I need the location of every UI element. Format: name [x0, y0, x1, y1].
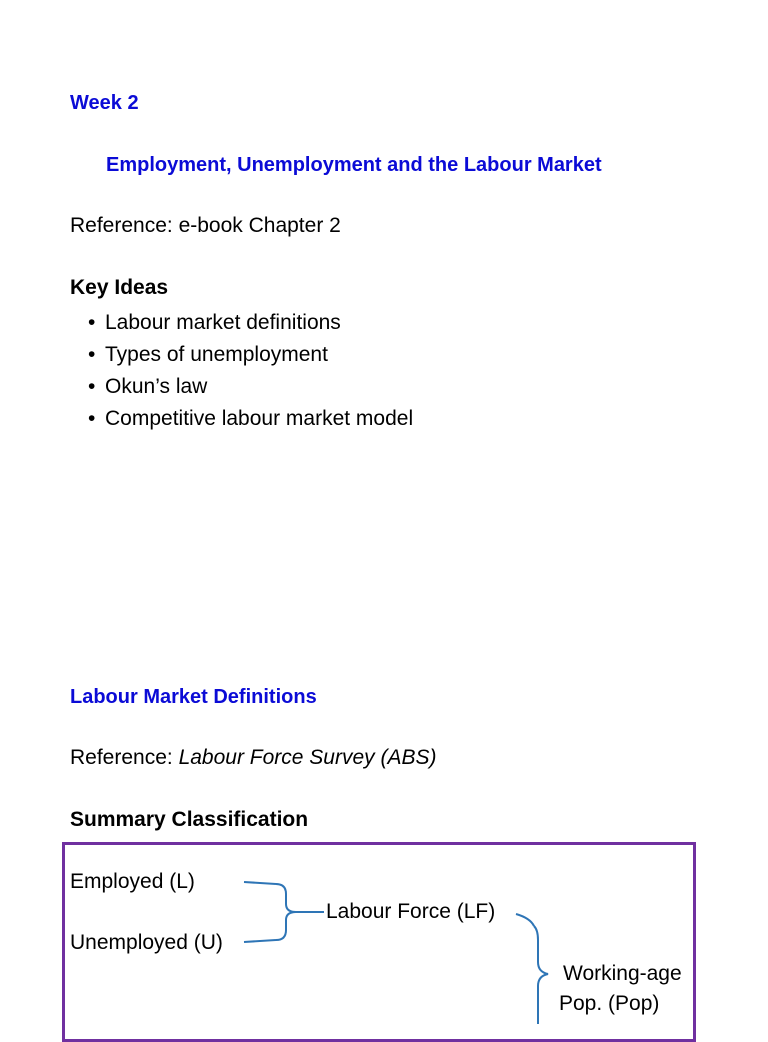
- list-item-text: Labour market definitions: [105, 311, 341, 334]
- key-ideas-list: [88, 307, 413, 435]
- reference-prefix: Reference:: [70, 746, 179, 769]
- page-title: Employment, Unemployment and the Labour Market: [106, 154, 602, 176]
- week-heading: Week 2: [70, 92, 139, 114]
- reference-line-abs: [70, 746, 437, 770]
- list-item-text: Types of unemployment: [105, 343, 328, 366]
- list-item: [88, 339, 413, 371]
- unemployed-label: Unemployed (U): [70, 931, 223, 954]
- labour-force-label: Labour Force (LF): [326, 900, 496, 923]
- reference-line-ebook: [70, 214, 341, 238]
- reference-source: Labour Force Survey (ABS): [178, 746, 437, 769]
- bullet-icon: •: [88, 343, 96, 366]
- bullet-icon: •: [88, 407, 96, 430]
- working-age-label: Working-age: [563, 962, 682, 985]
- summary-heading: Summary Classification: [70, 808, 309, 831]
- key-ideas-heading: Key Ideas: [70, 276, 169, 299]
- reference-ebook: e-book Chapter 2: [178, 214, 341, 237]
- list-item-text: Competitive labour market model: [105, 407, 414, 430]
- list-item: [88, 403, 413, 435]
- list-item-text: Okun’s law: [105, 375, 208, 398]
- list-item: [88, 307, 413, 339]
- employed-label: Employed (L): [70, 870, 195, 893]
- bullet-icon: •: [88, 311, 96, 334]
- reference-prefix: Reference:: [70, 214, 179, 237]
- working-age-pop-label: Pop. (Pop): [559, 992, 660, 1015]
- list-item: [88, 371, 413, 403]
- section-heading: Labour Market Definitions: [70, 686, 317, 708]
- bullet-icon: •: [88, 375, 96, 398]
